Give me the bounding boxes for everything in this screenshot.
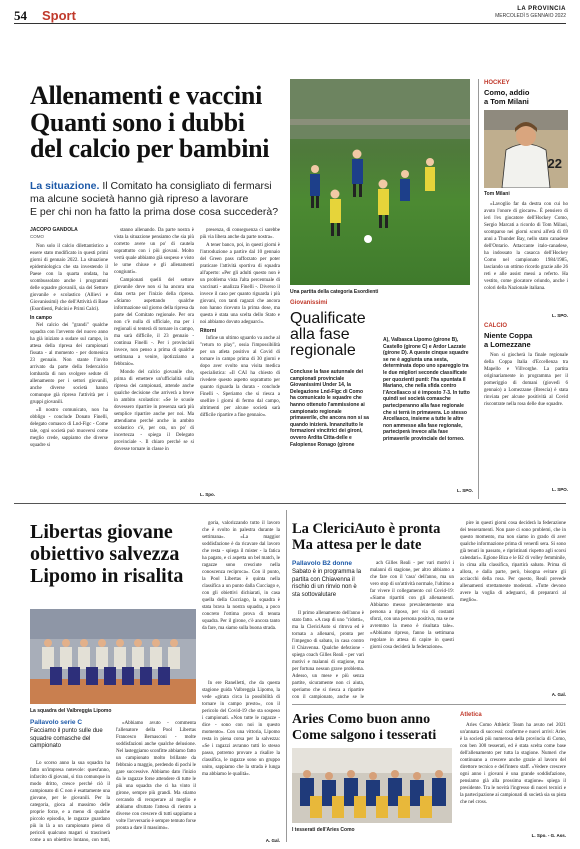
section-divider: [292, 704, 566, 705]
issue-date: MERCOLEDÌ 5 GENNAIO 2022: [495, 13, 566, 19]
calcio-headline: [484, 331, 532, 349]
main-photo-caption: Una partita della categoria Esordienti: [290, 289, 379, 295]
section-label: Sport: [42, 8, 76, 23]
lipomo-headline-line1: Libertas giovane: [30, 521, 173, 543]
main-column-3: [200, 227, 280, 492]
paragraph: Aries Como Athletic Team ha avuto nel 2021 un'annata di successi: conferme e nuovi arrivi: Aries è la società più numerosa della provincia di Como, con ben 300 tesserati, ed è stata scelta come base dell'allenamento per tutta la stagione. Numeri che continuano a crescere anche grazie al lavoro del direttore tecnico e dell'intero staff. «Vedere crescere ogni anno i giovani è una grande soddisfazione, pensiamo già alla prossima stagione» spiega il presidente. Tra le novità l'ingresso di nuovi tecnici e la partecipazione ai campionati di società sia su pista che nel cross.: [460, 723, 566, 805]
calcio-headline-line1: Niente Coppa: [484, 331, 533, 340]
clericiauto-column-2: [370, 560, 454, 700]
section-divider: [14, 503, 566, 504]
main-author: JACOPO GANDOLA: [30, 227, 78, 233]
giovanissimi-headline-line2: alla fase: [290, 326, 350, 343]
clericiauto-column-1: [292, 610, 364, 700]
aries-photo-caption: I tesserati dell'Aries Como: [292, 827, 355, 833]
athletics-team-image: [292, 748, 452, 823]
lipomo-column-4: [202, 680, 280, 835]
main-sub-line2: ma alcune società hanno già ripreso a lavorare: [30, 193, 249, 206]
hockey-player-image: [484, 110, 568, 188]
clericiauto-sub: Sabato è in programma la partita con Chiavenna il rischio di un rinvio non è sta sottovalutare: [292, 569, 362, 598]
aries-kicker: Atletica: [460, 712, 482, 718]
main-sub-line3: E per chi non ha fatto la prima dose cosa succederà?: [30, 206, 279, 219]
paragraph: goria, valorizzando tutto il lavoro che è svolto in palestra durante la settimana». «La maggior soddisfazione è da ricavare dal lavoro che resta - spiega il mister - la fatica ha pagato, e ci aspetta un bel match, le ragazze sono cresciute nella conoscenza reciproca». Con il punto, la Pool Libertas è quinta nella classifica a un punto dalla Cucciago e, con gli obiettivi dichiarati, in casa quella della Cucciago, la squadra è stata brava la nostra squadra, a poco concreto l'ottima prova di tenuta squadra. Per il girone, c'è ancora tanto da fare, ma siamo sulla buona strada.: [202, 521, 280, 631]
lipomo-column-1: [30, 760, 110, 842]
giovanissimi-headline-line1: Qualificate: [290, 310, 366, 327]
main-headline-line1: Allenamenti e vaccini: [30, 81, 262, 110]
hockey-photo: [484, 110, 568, 188]
main-headline: [30, 83, 269, 163]
aries-headline-line2: Come salgono i tesserati: [292, 727, 437, 743]
jersey-number: 22: [547, 156, 562, 171]
paragraph: «Abbiamo avuto - commenta l'allenatore della Pool Libertas Francesco Bernasconi - molte soddisfazioni anche qualche delusione. Nel lasteggiamo sconfitte abbiamo fatto un campionato molto brillante da febbraio a maggio, perdendo di pochi le gare successive. Abbiamo dato l'inizio da le ragazze forse attendere di tutte le più una squadra che ci ha vinto il girone, sempre più grandi. Ma stiamo cercando di recuperare al meglio e abbiamo sfruttato l'attesa di rientro a diverse con crescere di tutti sappiamo a volte l'avversario è sempre temuto forse pronta a dare il massimo».: [116, 721, 196, 831]
hockey-headline-line1: Como, addio: [484, 88, 530, 97]
column-divider: [478, 79, 479, 499]
hockey-headline-line2: a Tom Milani: [484, 97, 529, 106]
hockey-body: [484, 201, 568, 312]
paragraph: stanno allenando. Da parte nostra è vista la situazione pensiamo che sia più corretto avere un po' di cautela soprattutto con i più giovani. Molto verrà quale abbiamo già sospeso e visto le urne chiuse e gli allenamenti congiunti».: [114, 228, 194, 275]
clericiauto-headline: [292, 521, 440, 553]
hockey-signature: L. SPO.: [551, 313, 568, 318]
paragraph: «Il nostro comunicato, non ha obbligo - conclude Donato Finelli, delegato comasco di Lnd-Figc - Come tale, ogni società può muoversi come meglio crede, sappiamo che diverse squadre si: [30, 408, 108, 448]
page-number: 54: [14, 8, 27, 23]
aries-headline: [292, 712, 436, 743]
subhead: Ritorni: [200, 328, 217, 334]
aries-headline-line1: Aries Como buon anno: [292, 712, 431, 727]
subhead: In campo: [30, 315, 52, 321]
paragraph: In ere Ranelletti, che da questa stagione guida Valbreggia Lipomo, la vede «girata circa la possibilità di tornare in campo presto», con il pericolo del Covid-19 che sta sospeso i campionati. «Non tutte le ragazze - dice - sono con noi in questo momento». Con una vittoria, Lipomo resta in piena corsa per la salvezza: «Se i ragazzi avranno tutti lo stesso passo, potremo provare a risalire la classifica, le ragazze sono un gruppo unito, sappiamo che la strada è lunga ma abbiamo le qualità».: [202, 681, 280, 777]
clericiauto-kicker: Pallavolo B2 donne: [292, 560, 352, 567]
paragraph: Non solo il calcio dilettantistico a essere stato modificato in questi primi giorni di gennaio 2022. La situazione epidemiologica che sta investendo il Paese con la quarta ondata, ha scombussolato anche i programmi delle squadre giovanili, sia del Settore giovanile e scolastico (Allievi e Giovanissimi) che dell'Attività di Base (Esordienti, Pulcini e Primi Calci).: [30, 244, 108, 312]
clericiauto-signature: A. Gal.: [551, 692, 566, 697]
giovanissimi-kicker: Giovanissimi: [290, 300, 328, 306]
paragraph: Lo scorso anno la sua squadra ha fatto un'impresa notevole: quest'anno, infarcito di giovani, si tira comunque in modo dritto, cresce perché ciò il campionato di C non è esattamente una giovane, per le giovanili. Per la categoria, gioca al massimo delle proprie forze, e a meno di qualche piccolo episodio, le ragazze guardano più in là a un campionato pieno di pericoli qualcuno magari si trascinerà come a un obiettivo lontano, con tutti,: [30, 761, 110, 842]
lipomo-headline-line2: obiettivo salvezza: [30, 543, 180, 565]
lipomo-photo: [30, 609, 196, 704]
aries-photo: [292, 748, 452, 823]
lipomo-headline-line3: Lipomo in risalita: [30, 565, 184, 587]
lipomo-column-2: [116, 720, 196, 842]
clericiauto-headline-line2: Ma attesa per le date: [292, 537, 422, 553]
hockey-photo-caption: Tom Milani: [484, 191, 510, 197]
paragraph: Campionati quelli del settore giovanile dove non si ha ancora una data certa per l'inizio della ripresa. «Stiamo aspettando qualche informazione sul giorno della ripresa da parte del Comitato regionale. Per ora non c'è nulla di ufficiale, ma per i regionali si tenterà di tornare in campo, ma sarà difficile, il 23 gennaio - continua Finelli -. Per i provinciali invece, non penso a prima di qualche settimana a venire, ipotizziamo a febbraio».: [114, 278, 194, 367]
hockey-headline: [484, 88, 529, 106]
header-rule: [14, 23, 566, 24]
giovanissimi-signature: L. SPO.: [456, 488, 473, 493]
calcio-body: [484, 352, 568, 482]
giovanissimi-text-right: A), Valbasca Lipomo (girone B), Castello (girone C) e Ardor Lazzate (girone D). A queste cinque squadre se ne è aggiunta una sesta, determinata dopo uno spareggio tra le due migliori seconde classificate per quozienti punti: l'ha spuntata il Mariano, che nella sfida contro l'Arcellasco si è imposto 7-3. In tutto quindi sei società comasche parteciperanno alla fase regionale che si terrà in primavera. Lo stesso Arcellasco, insieme a tutte le altre non ammesse alla fase regionale, parteciperà invece alla fase primaverile provinciale del torneo.: [383, 337, 470, 442]
soccer-scene-image: [290, 79, 470, 285]
aries-column: [460, 722, 566, 830]
paragraph: ach Gilles Reali - per vari motivi i malanni di stagione, per altro abbiamo a che fare con il 'casa' dell'anno, ma un vero stop di un'attività normale, l'ultimo a far vivere il collegamento col Covid-19: «Siamo ripartiti con gli allenamenti. Abbiamo messo prevalentemente una persona a riposo, per via di costanti sforzi, con una persona positiva, ma se ne avremmo la meno è risultata tale». «Abbiamo ripreso, fanno la settimana regolare in attesa di capire in questi giorni cosa deciderà la federazione».: [370, 561, 454, 650]
giovanissimi-headline: [290, 311, 366, 359]
paragraph: Nel calcio dei "grandi" qualche squadra con l'avvento del nuovo anno ha già iniziato a sudare sul campo, in attesa della ripresa dei campionati fissata - al momento - per domenica 23 gennaio. Non stante l'invito arrivato da parte della federcalcio lombarda di non svolgere sedute di allenamento per i settori giovanili, anche diverse società hanno comunque già ripreso l'attività per i gruppi giovanili.: [30, 323, 108, 405]
paragraph: pire in questi giorni cosa deciderà la federazione dei tesseramenti. Non pare ci sono problemi, che in questo momento, ma non siamo in grado di aver qualche informazione prima di venerdì sera. Si sono già tenuti in passato, e ripristinati rispetto agli scorsi calendari». Egione Biza e le B2 di volley femminile, in cima alla classifica, ripartirà sabato. Prima di allora, e dalla parte, però, bisogna evitare gli acciacchi della rosa. Per questo, Reali prevede allenamenti strettamente moderati. «Tutte devono avere la voglia di adeguarci, di prepararci al meglio».: [460, 521, 566, 603]
calcio-signature: L. SPO.: [551, 487, 568, 492]
giovanissimi-headline-line3: regionale: [290, 342, 356, 359]
column-divider: [286, 510, 287, 842]
paragraph: Il primo allenamento dell'anno è stato fatto. «A rasp di uno "ridotti», ma la ClericiAuto si ritrova ed è tornata a allenarsi, pronta per l'impegno di sabato, in casa contro il Chiavenna. Qualche defezione - spiega coach Gilles Reali - per vari motivi e malanni di stagione, ma per fortuna nessun grave problema. Adesso, un mese e più senza partite, sicuramente non ci aiuta, speriamo che si riesca a ripartire con il campionato, anche se le: [292, 611, 364, 700]
paragraph: Mondo del calcio giovanile che, prima di emettere un'ufficialità sulla ripresa dei campionati, attende anche qualche decisione che arriverà a breve in ambito scolastico: «Se le scuole dovessero ripartire in presenza sarà più semplice ripartire anche per noi. Ma attendiamo perché anche in ambito scolastico c'è, per ora, un po' di incertezza - spiega il Delegato provinciale -. Il chiaro perché se si dovesse tornare in classe in: [114, 370, 194, 452]
paragraph: presenza, di conseguenza ci sarebbe più via libera anche da parte nostra».: [200, 228, 280, 240]
main-place: COMO: [30, 234, 44, 239]
paragraph: Infine un ultimo sguardo va anche al "return to play", ossia l'impossibilità per un atleta positivo al Covid di tornare in campo prima di 30 giorni e dopo aver svolto una visita medica specialistica: «Il CAI ha chiesto di rivedere questo aspetto soprattutto per quanto riguarda la durata - conclude Finelli -. Speriamo che si riesca a snellire i giorni di fermo dal campo, altrimenti per alcune società sarà difficile ripartire a fine gennaio».: [200, 336, 280, 418]
main-sub-line1: Il Comitato ha consigliato di fermarsi: [99, 180, 272, 192]
giovanissimi-text-left: Concluse la fase autunnale dei campionati provinciale Giovanissimi Under 14, la Delegazione Lnd-Figc di Como ha comunicato le squadre che hanno ottenuto l'ammissione ai campionato regionale primaverile, che ancora non si sa quando inizierà. Innanzitutto le formazioni vincitrici dei gironi, ovvero Ardita Citta-delle e Falopiense Ronago (girone: [290, 369, 369, 448]
lipomo-sub: Facciamo il punto sulle due squadre comasche del campionato: [30, 728, 103, 749]
lipomo-signature: A. Gal.: [265, 838, 280, 843]
paragraph: «Lavoglio far da destra con cui ho avuto l'onore di giocare». È pensiero di ieri l'ex giocatore dell'Hockey Como, Sergio Marcati a ricordo di Tom Milani, scomparso nei giorni scorsi all'età di 69 anni a Thunder Bay, nello stato canadese dell'Ontario. Attaccante italo-canadese, ha indossato la casacca dell'Hockey Como nel campionato 1984/1985, lasciando un ottimo ricordo grazie alle 26 reti e alle assist messi a referto. Ha vestito, come giocatore oriundo, anche i colori della Nazionale italiana.: [484, 202, 568, 291]
main-kicker: La situazione.: [30, 180, 100, 192]
lipomo-photo-caption: La squadra del Valbreggia Lipomo: [30, 708, 112, 714]
calcio-headline-line2: a Lomezzane: [484, 340, 531, 349]
lipomo-headline: [30, 521, 183, 587]
main-subheadline: [30, 180, 280, 219]
hockey-kicker: HOCKEY: [484, 80, 510, 86]
clericiauto-column-3: [460, 520, 566, 690]
lipomo-column-3: [202, 520, 280, 678]
main-column-1: [30, 243, 108, 498]
paragraph: Non si giocherà la finale regionale della Coppa Italia d'Eccellenza tra Mapello e Villvorghe. La partita originariamente in programma per il pomeriggio di domani (giovedì 6 gennaio) a Lomezzane (Brescia) è stata rinviata per alcune positività al Covid riscontrate nella rosa delle due squadre.: [484, 353, 568, 407]
paragraph: A tener banco, poi, in questi giorni è l'introduzione a partire dal 10 gennaio del Green pass rafforzato per poter praticare l'attività sportiva di squadra all'aperto: «Per gli adulti questo non è un problema vista l'alta percentuale di vaccinati - analizza Finelli -. Diverso il invece il caso per quanto riguarda i più giovani, con tanti ragazzi che ancora non hanno ricevuto la prima dose, ma questa è stata una scelta dello Stato e noi abbiamo dovuto adeguarci».: [200, 243, 280, 325]
main-column-2: [114, 227, 194, 498]
clericiauto-headline-line1: La ClericiAuto è pronta: [292, 521, 441, 537]
volleyball-team-image: [30, 609, 196, 704]
main-signature: L. Spo.: [200, 492, 215, 497]
lipomo-kicker: Pallavolo serie C: [30, 719, 83, 726]
aries-signature: L. Spo. - G. Ass.: [531, 833, 566, 838]
main-photo: [290, 79, 470, 285]
calcio-kicker: CALCIO: [484, 323, 507, 329]
main-headline-line3: del calcio per bambini: [30, 134, 270, 164]
main-headline-line2: Quanti sono i dubbi: [30, 107, 245, 137]
newspaper-name: LA PROVINCIA: [517, 6, 566, 12]
